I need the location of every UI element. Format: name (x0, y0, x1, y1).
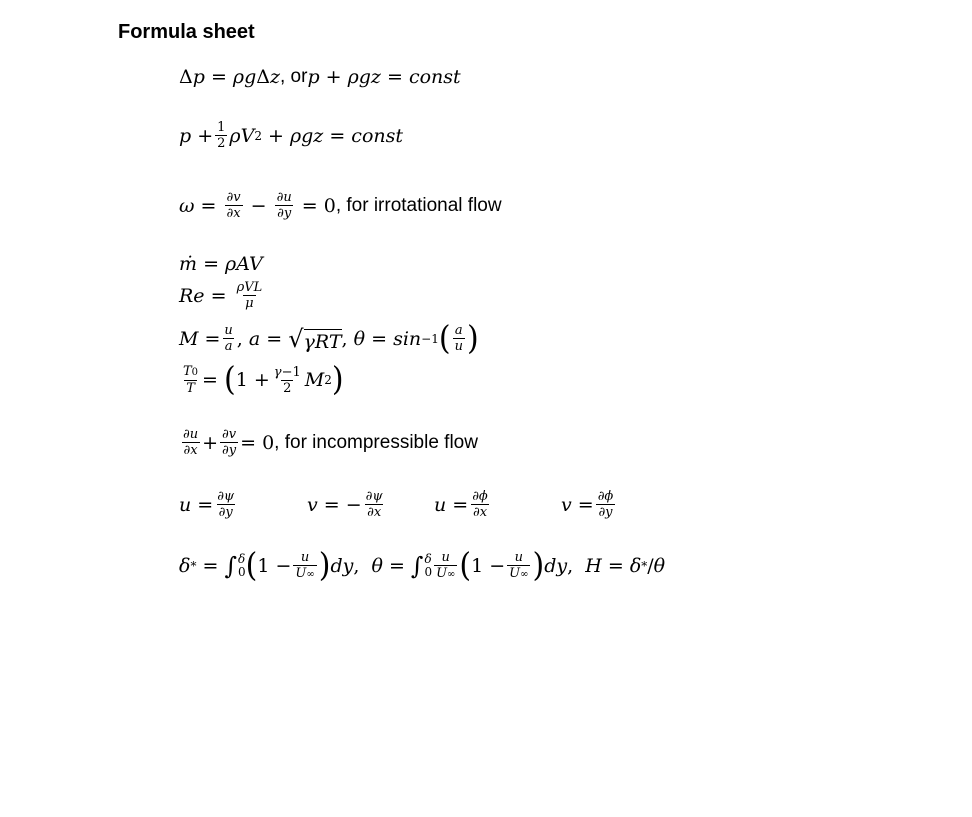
incompressible-note: , for incompressible flow (274, 431, 478, 453)
formula-hydrostatic: Δ p = ρg Δ z , or p + ρgz = const (179, 66, 461, 88)
fraction-half: $\frac{1}{2}$ (217, 120, 226, 151)
formula-mach: M = $\frac{u}{a}$ , a = √ γRT , θ = sin −1 ( $\frac{a}{u}$ ) (179, 318, 479, 358)
formula-bernoulli: p + $\frac{1}{2}$ ρV 2 + ρgz = const (179, 120, 404, 151)
irrotational-note: , for irrotational flow (335, 194, 502, 216)
formula-stream-v: v = − $\frac{\partial\psi}{\partial x}$ (307, 489, 383, 520)
formula-continuity: $\frac{\partial u}{\partial x}$ + $\frac{\partial v}{\partial y}$ = 0 , for incompressible flow (183, 427, 478, 458)
formula-boundary-layer: δ * = ∫ δ 0 ( 1 − $\frac{u}{U\infty}$ ) dy , θ = ∫ δ 0 $\frac{u}{U\infty}$ ( 1 − $\frac{u}{U\infty}$ ) dy , H = δ * / θ (179, 546, 666, 585)
page-title: Formula sheet (118, 21, 255, 43)
formula-stream-u: u = $\frac{\partial\psi}{\partial y}$ (179, 489, 235, 520)
formula-potential-v: v = $\frac{\partial\phi}{\partial y}$ (561, 489, 614, 520)
formula-reynolds: Re = $\frac{\text{ρVL}}{\mu}$ (179, 280, 263, 311)
formula-hydrostatic-text: , or (279, 66, 308, 87)
formula-potential-u: u = $\frac{\partial\phi}{\partial x}$ (434, 489, 488, 520)
formula-stagnation-temperature: $\frac{T0}{T}$ = ( 1 + $\frac{\gamma-1}{2}$ M 2 ) (183, 360, 344, 399)
formula-vorticity: ω = $\frac{\partial v}{\partial x}$ − $\frac{\partial u}{\partial y}$ = 0 , for irrotational flow (179, 190, 502, 221)
formula-mass-flow: ṁ = ρAV (179, 253, 263, 275)
